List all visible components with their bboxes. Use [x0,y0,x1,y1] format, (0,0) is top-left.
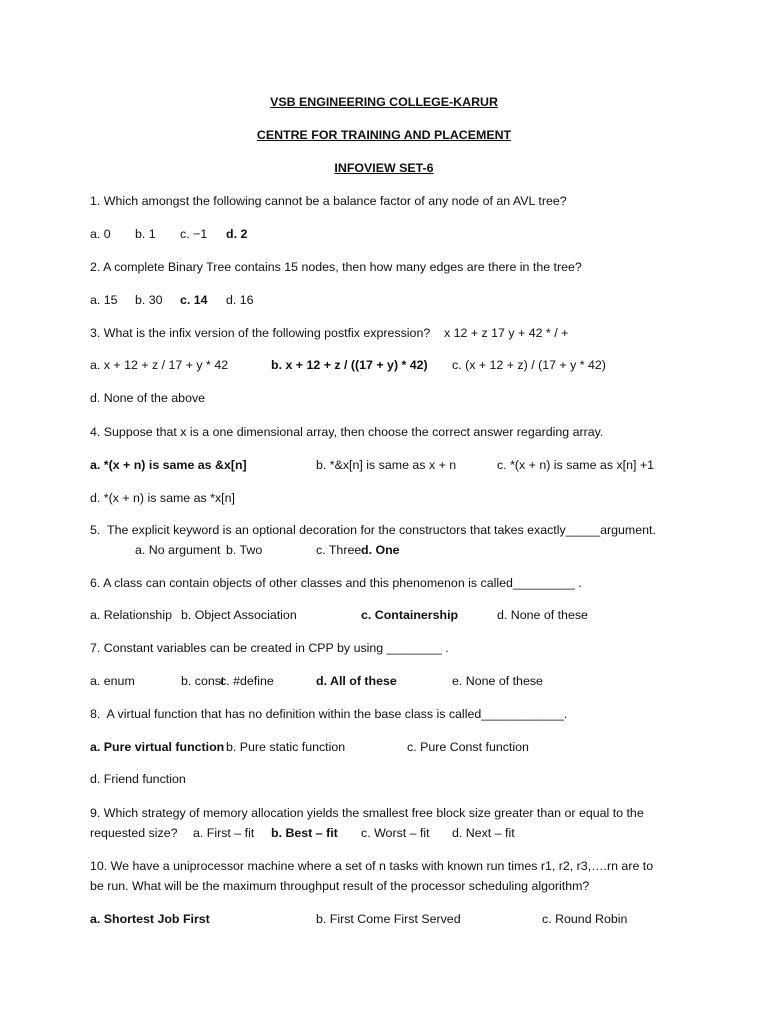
q8-option-a-answer: a. Pure virtual function [90,740,225,754]
q6-option-c-answer: c. Containership [361,608,459,622]
q5-option-b: b. Two [226,543,263,557]
q1-option-d-answer: d. 2 [226,227,248,241]
q10-option-a-answer: a. Shortest Job First [90,912,210,926]
q6-option-b: b. Object Association [181,608,297,622]
q1-option-c: c. −1 [180,227,208,241]
q10-option-b: b. First Come First Served [316,912,461,926]
set-title: INFOVIEW SET-6 [334,161,434,175]
q5-option-c: c. Three [316,543,362,557]
q8-option-b: b. Pure static function [226,740,346,754]
q2-option-d: d. 16 [226,293,254,307]
question-3: 3. What is the infix version of the following postfix expression? x 12 + z 17 y + 42 * / + [90,326,569,340]
q6-option-d: d. None of these [497,608,588,622]
q7-option-a: a. enum [90,674,135,688]
q10-option-c: c. Round Robin [542,912,628,926]
q4-option-b: b. *&x[n] is same as x + n [316,458,457,472]
q1-option-b: b. 1 [135,227,156,241]
q9-option-d: d. Next – fit [452,826,515,840]
centre-title: CENTRE FOR TRAINING AND PLACEMENT [256,128,512,142]
q7-option-e: e. None of these [452,674,543,688]
q6-option-a: a. Relationship [90,608,172,622]
college-title: VSB ENGINEERING COLLEGE-KARUR [270,95,498,109]
q9-option-c: c. Worst – fit [361,826,430,840]
q3-option-b-answer: b. x + 12 + z / ((17 + y) * 42) [271,358,428,372]
q2-option-a: a. 15 [90,293,118,307]
question-1: 1. Which amongst the following cannot be a balance factor of any node of an AVL tree? [90,194,567,208]
q4-option-a-answer: a. *(x + n) is same as &x[n] [90,458,247,472]
q4-option-c: c. *(x + n) is same as x[n] +1 [497,458,655,472]
q2-option-c-answer: c. 14 [180,293,208,307]
q7-option-c: c. #define [220,674,274,688]
q8-option-d: d. Friend function [90,772,186,786]
question-2: 2. A complete Binary Tree contains 15 nodes, then how many edges are there in the tree? [90,260,582,274]
q5-option-d-answer: d. One [361,543,400,557]
q2-option-b: b. 30 [135,293,163,307]
q1-option-a: a. 0 [90,227,111,241]
q3-option-a: a. x + 12 + z / 17 + y * 42 [90,358,229,372]
question-10-line-1: 10. We have a uniprocessor machine where a set of n tasks with known run times r1, r2, r3,….rn are to [90,859,654,873]
question-9-line-2: requested size? [90,826,178,840]
q3-option-d: d. None of the above [90,391,206,405]
question-8: 8. A virtual function that has no definition within the base class is called____________. [90,707,568,721]
q3-option-c: c. (x + 12 + z) / (17 + y * 42) [452,358,606,372]
q7-option-d-answer: d. All of these [316,674,397,688]
question-5: 5. The explicit keyword is an optional decoration for the constructors that takes exactly_____argument. [90,523,656,537]
q4-option-d: d. *(x + n) is same as *x[n] [90,491,235,505]
q8-option-c: c. Pure Const function [407,740,529,754]
question-6: 6. A class can contain objects of other classes and this phenomenon is called_________ . [90,576,582,590]
q7-option-b: b. const [181,674,225,688]
question-10-line-2: be run. What will be the maximum throughput result of the processor scheduling algorithm? [90,879,590,893]
q9-option-b-answer: b. Best – fit [271,826,338,840]
q9-option-a: a. First – fit [193,826,255,840]
question-7: 7. Constant variables can be created in CPP by using ________ . [90,641,449,655]
question-4: 4. Suppose that x is a one dimensional array, then choose the correct answer regarding array. [90,425,604,439]
q5-option-a: a. No argument [135,543,221,557]
question-9-line-1: 9. Which strategy of memory allocation yields the smallest free block size greater than or equal to the [90,806,644,820]
